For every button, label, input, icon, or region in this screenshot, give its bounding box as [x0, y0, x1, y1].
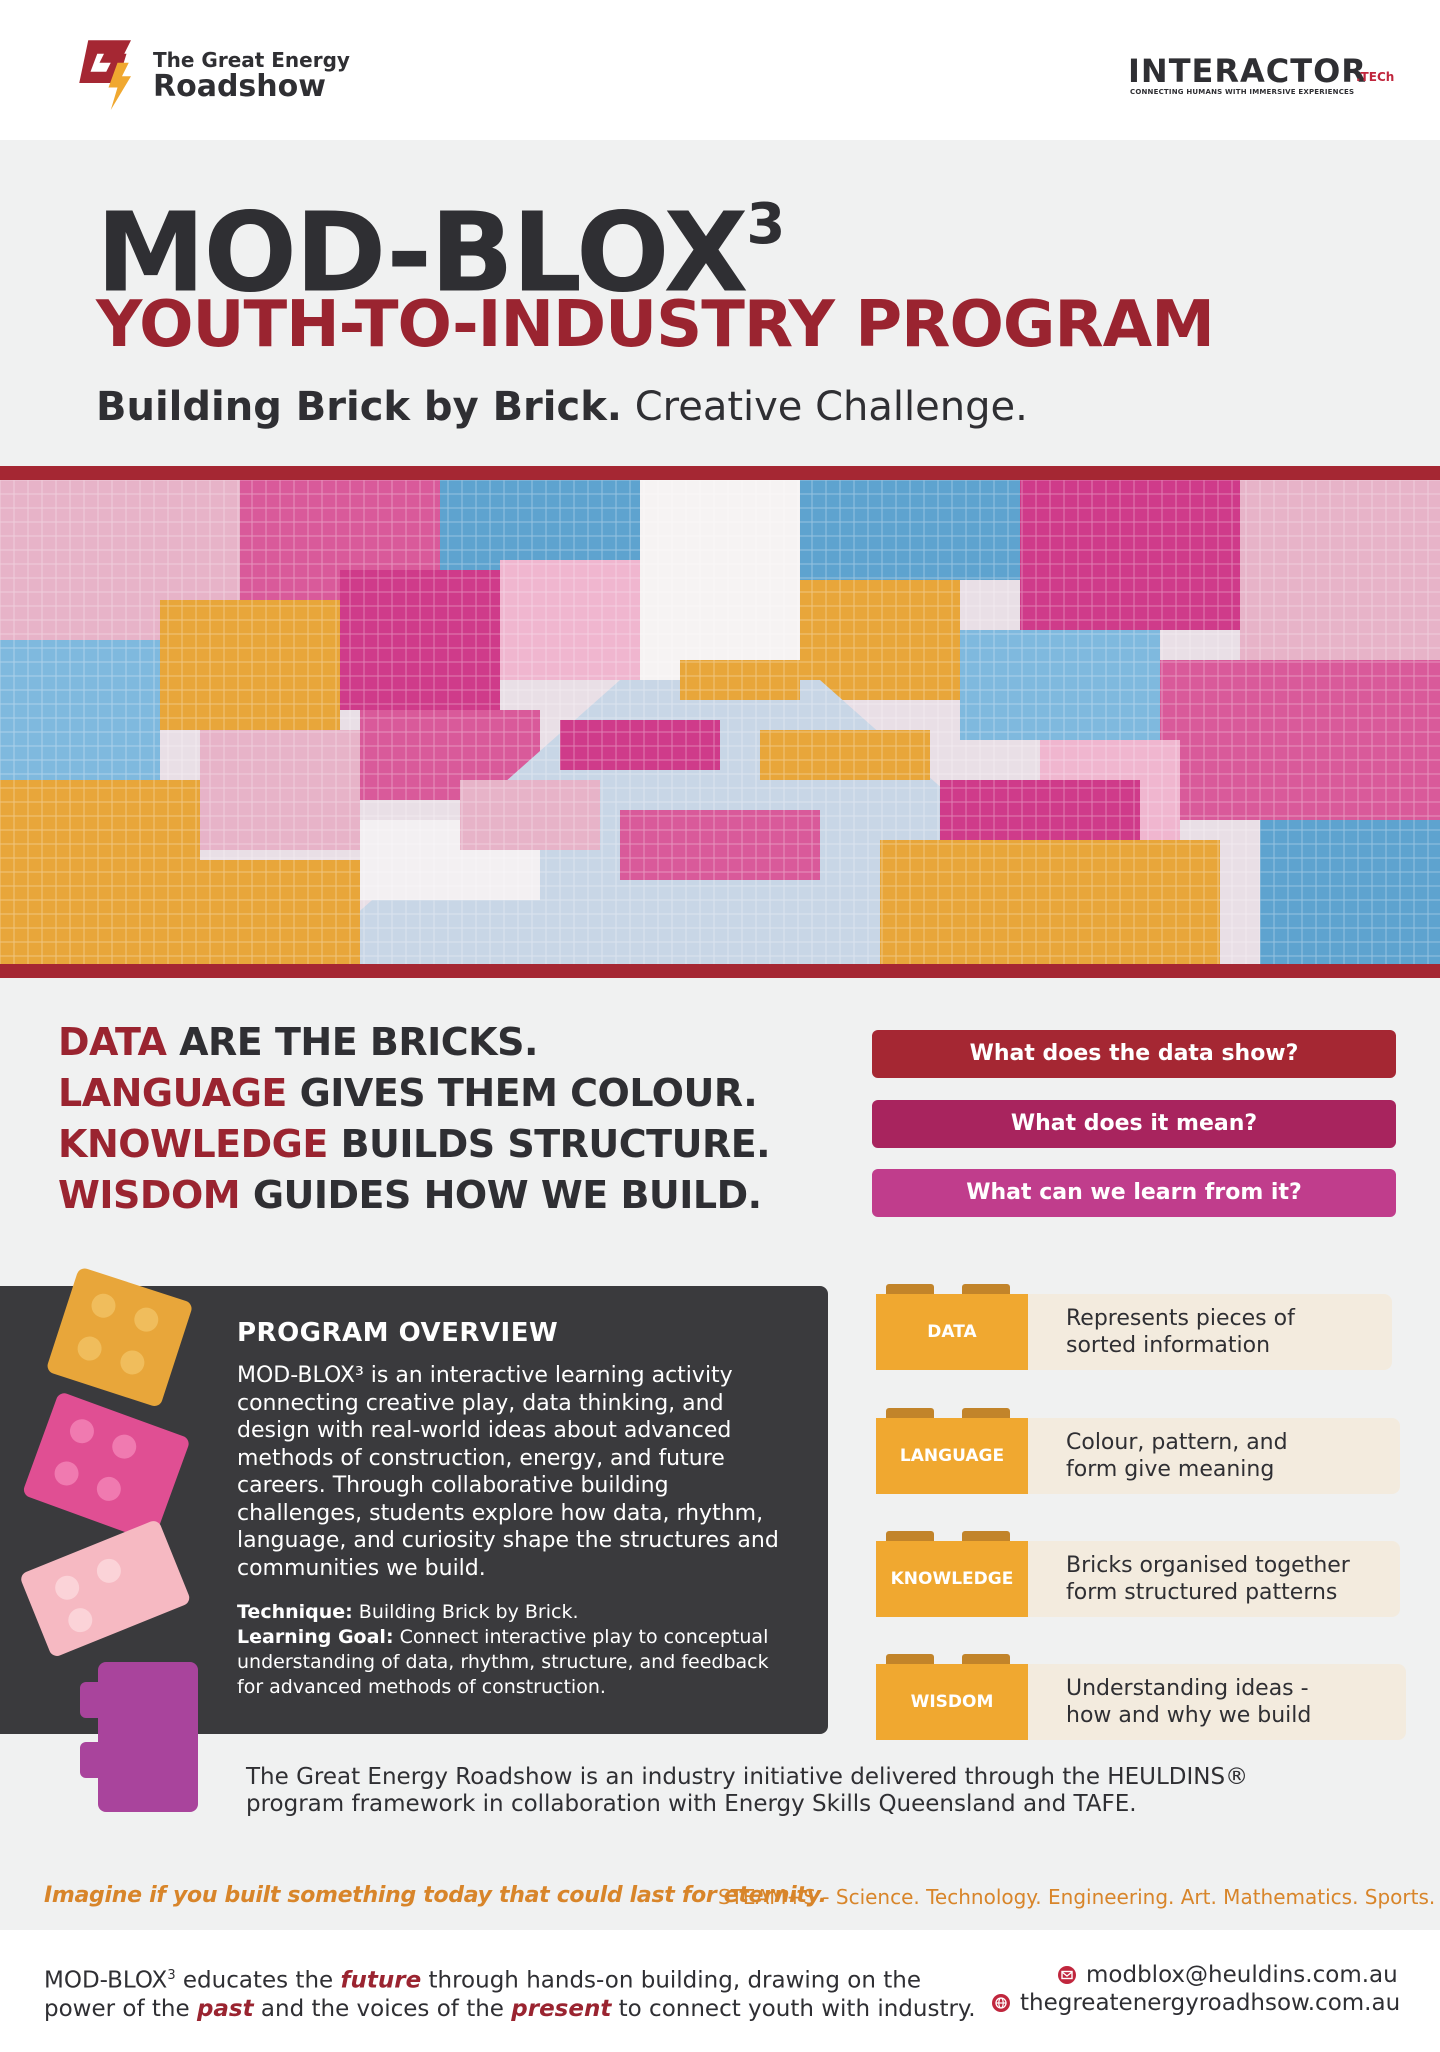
- roadshow-logo-icon: [60, 38, 148, 110]
- globe-icon: [992, 1994, 1010, 2012]
- brick-corridor-illustration: [0, 480, 1440, 964]
- title-superscript: 3: [746, 192, 784, 257]
- desc-line: how and why we build: [1066, 1703, 1312, 1728]
- question-meaning: What does it mean?: [872, 1100, 1396, 1148]
- pillar-data: [58, 1020, 538, 1064]
- brick-data-desc: [1028, 1294, 1392, 1370]
- contact-website[interactable]: thegreatenergyroadhsow.com.au: [1020, 1990, 1401, 2016]
- page-subtitle: YOUTH-TO-INDUSTRY PROGRAM: [96, 288, 1214, 362]
- desc-line: Colour, pattern, and: [1066, 1430, 1288, 1455]
- pillar-highlight: LANGUAGE: [58, 1071, 287, 1115]
- partner-logo-text: INTERACTOR: [1128, 52, 1367, 90]
- contact-email[interactable]: modblox@heuldins.com.au: [1086, 1962, 1398, 1988]
- desc-line: Represents pieces of: [1066, 1306, 1295, 1331]
- overview-body: MOD-BLOX³ is an interactive learning activity connecting creative play, data thinking, and design with real-world ideas about advanced methods of construction, energy, and future careers. Through collaborative building challenges, students explore how data, rhythm, language, and curiosity shape the structures and communities we build.: [237, 1363, 779, 1581]
- partner-logo: [1128, 52, 1367, 90]
- goal-line: [237, 1625, 797, 1700]
- desc-line: Understanding ideas -: [1066, 1676, 1309, 1701]
- pillar-highlight: DATA: [58, 1020, 167, 1064]
- brick-wisdom-desc: [1028, 1664, 1406, 1740]
- mail-icon: [1058, 1966, 1076, 1984]
- brick-wisdom: WISDOM: [876, 1664, 1028, 1740]
- contact-email-row[interactable]: [1058, 1962, 1398, 1988]
- pillar-text: GIVES THEM COLOUR.: [286, 1071, 758, 1115]
- footer-em-future: future: [340, 1967, 422, 1994]
- desc-line: form give meaning: [1066, 1457, 1275, 1482]
- org-name-line1: The Great Energy: [153, 48, 350, 72]
- pillar-text: BUILDS STRUCTURE.: [327, 1122, 771, 1166]
- footer-part: and the voices of the: [253, 1995, 512, 2022]
- footer-part: to connect youth with industry.: [611, 1995, 976, 2022]
- pillar-wisdom: [58, 1173, 762, 1217]
- pillar-highlight: KNOWLEDGE: [58, 1122, 328, 1166]
- footer-em-present: present: [511, 1995, 612, 2022]
- technique-line: [237, 1600, 797, 1625]
- footer-statement: [44, 1962, 984, 2023]
- tagline: [96, 384, 1028, 430]
- question-data-show: What does the data show?: [872, 1030, 1396, 1078]
- brick-data: DATA: [876, 1294, 1028, 1370]
- org-name-line2: Roadshow: [153, 69, 326, 104]
- brick-stud: [962, 1654, 1010, 1664]
- technique-label: Technique:: [237, 1601, 353, 1623]
- stacked-bricks-illustration: [18, 1262, 208, 1822]
- brick-stud: [962, 1284, 1010, 1294]
- pillar-language: [58, 1071, 757, 1115]
- footer-part: educates the: [175, 1967, 341, 1994]
- pillar-highlight: WISDOM: [58, 1173, 241, 1217]
- brick-stud: [962, 1408, 1010, 1418]
- question-learn: What can we learn from it?: [872, 1169, 1396, 1217]
- brick-knowledge: KNOWLEDGE: [876, 1541, 1028, 1617]
- brick-stud: [886, 1531, 934, 1541]
- brick-stud: [962, 1531, 1010, 1541]
- partner-tagline: CONNECTING HUMANS WITH IMMERSIVE EXPERIENCES: [1130, 88, 1355, 96]
- pillar-text: GUIDES HOW WE BUILD.: [240, 1173, 762, 1217]
- overview-details: [237, 1600, 797, 1700]
- brick-stud: [886, 1408, 934, 1418]
- initiative-statement: The Great Energy Roadshow is an industry initiative delivered through the HEULDINS® program framework in collaboration with Energy Skills Queensland and TAFE.: [246, 1764, 1249, 1817]
- tagline-rest: Creative Challenge.: [622, 384, 1028, 430]
- steam-line: STEAM+S - Science. Technology. Engineering. Art. Mathematics. Sports.: [718, 1885, 1436, 1909]
- goal-value: Connect interactive play to conceptual understanding of data, rhythm, structure, and feedback for advanced methods of construction.: [237, 1626, 769, 1698]
- technique-value: Building Brick by Brick.: [352, 1601, 579, 1623]
- contact-web-row[interactable]: [992, 1990, 1400, 2016]
- brick-language: LANGUAGE: [876, 1418, 1028, 1494]
- tagline-bold: Building Brick by Brick.: [96, 384, 622, 430]
- imagine-slogan: Imagine if you built something today that could last for eternity.: [44, 1883, 827, 1908]
- brick-stud: [886, 1654, 934, 1664]
- pillar-knowledge: [58, 1122, 770, 1166]
- pillar-text: ARE THE BRICKS.: [166, 1020, 538, 1064]
- goal-label: Learning Goal:: [237, 1626, 394, 1648]
- desc-line: Bricks organised together: [1066, 1553, 1350, 1578]
- brick-stud: [886, 1284, 934, 1294]
- overview-heading: PROGRAM OVERVIEW: [237, 1318, 559, 1348]
- desc-line: form structured patterns: [1066, 1580, 1338, 1605]
- footer-part: MOD-BLOX: [44, 1967, 168, 1994]
- desc-line: sorted information: [1066, 1333, 1271, 1358]
- partner-logo-suffix: .TECh: [1356, 70, 1395, 84]
- brick-knowledge-desc: [1028, 1541, 1400, 1617]
- footer-em-past: past: [196, 1995, 254, 2022]
- hero-image: [0, 480, 1440, 964]
- footer-sup: 3: [167, 1968, 176, 1983]
- title-main: MOD-BLOX: [96, 188, 747, 317]
- brick-language-desc: [1028, 1418, 1400, 1494]
- footer-part: through hands-on building, drawing on the power of the: [44, 1967, 922, 2022]
